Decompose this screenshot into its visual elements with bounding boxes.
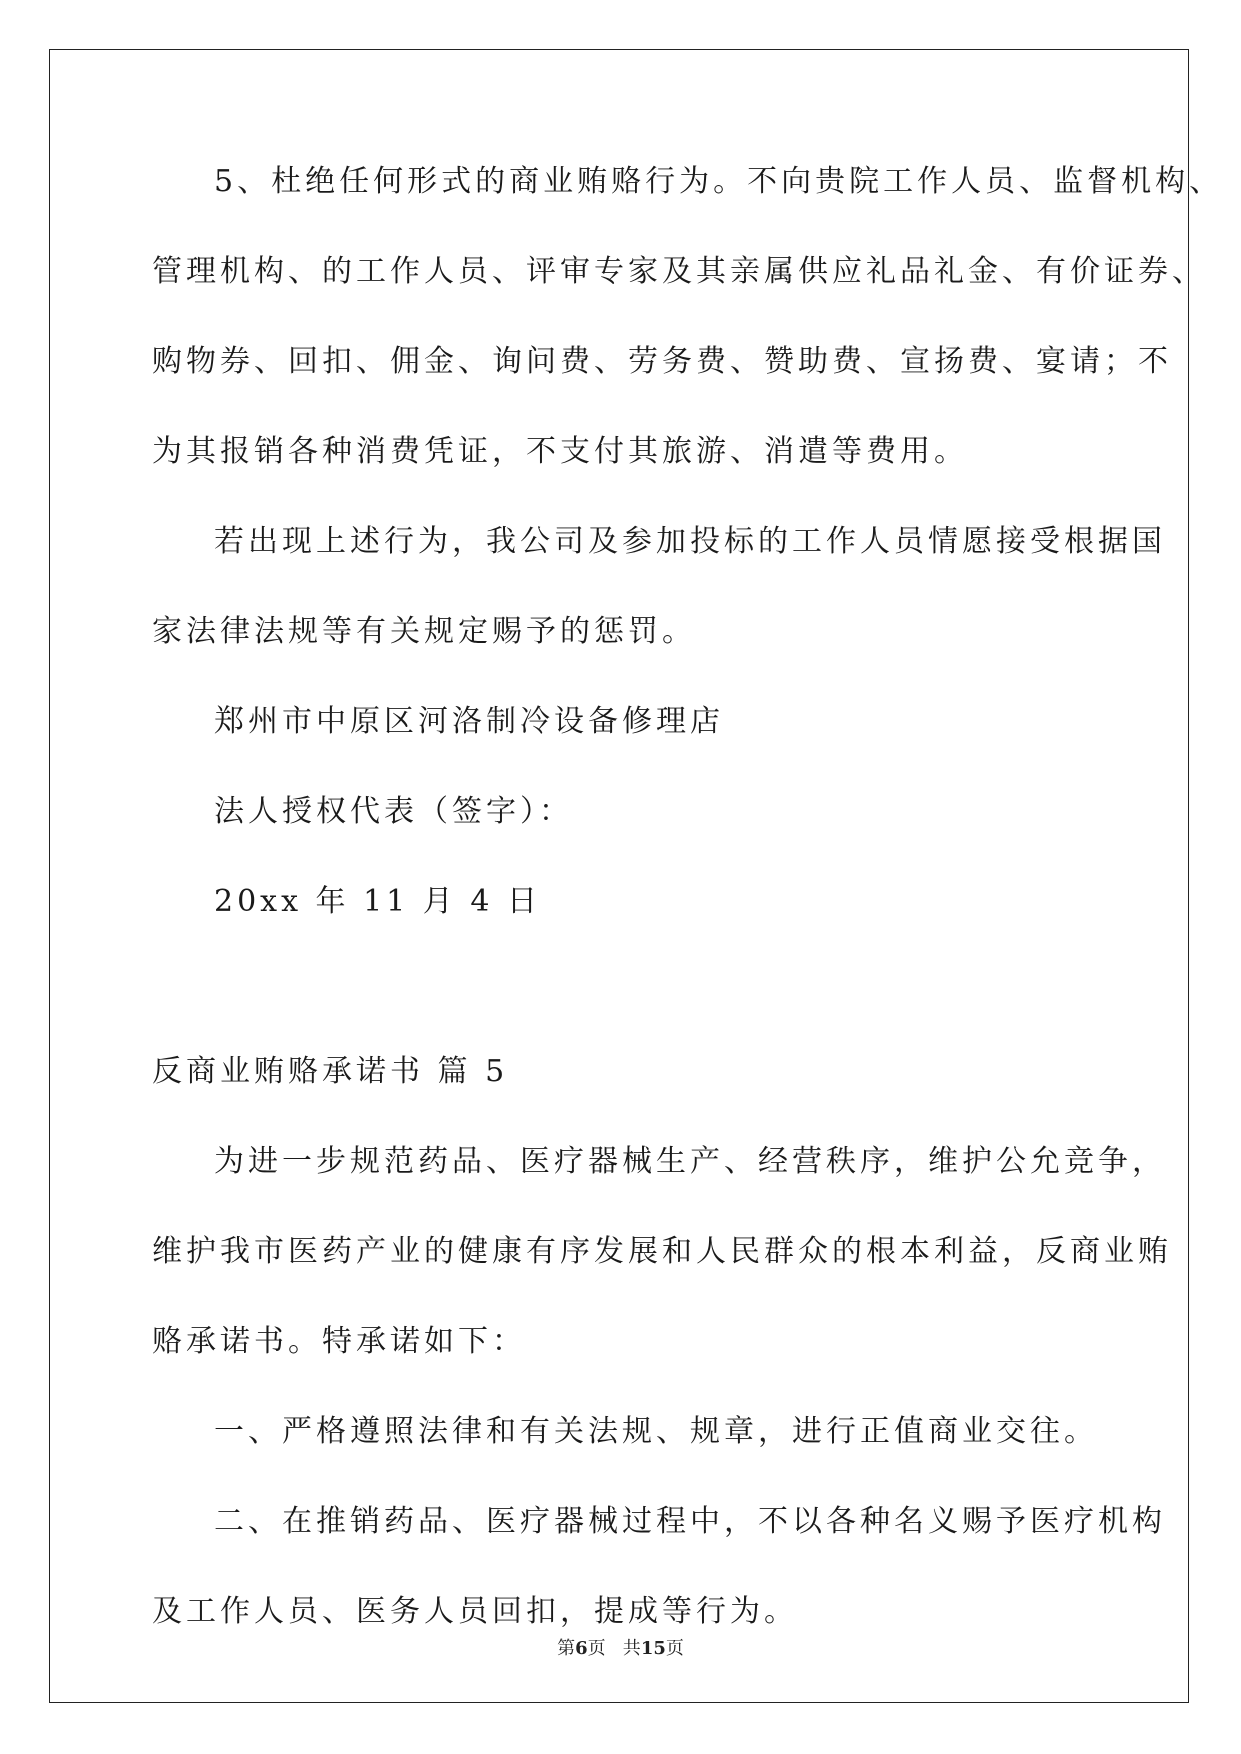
paragraph-line: 购物券、回扣、佣金、询问费、劳务费、赞助费、宣扬费、宴请；不 — [152, 344, 1172, 379]
paragraph-line: 一、严格遵照法律和有关法规、规章，进行正值商业交往。 — [214, 1414, 1098, 1449]
signature-label: 法人授权代表（签字）： — [214, 794, 573, 829]
footer-middle: 页 共 — [587, 1638, 641, 1659]
paragraph-line: 二、在推销药品、医疗器械过程中，不以各种名义赐予医疗机构 — [214, 1504, 1166, 1539]
paragraph-line: 维护我市医药产业的健康有序发展和人民群众的根本利益，反商业贿 — [152, 1234, 1172, 1269]
paragraph-line: 为其报销各种消费凭证，不支付其旅游、消遣等费用。 — [152, 434, 968, 469]
paragraph-line: 管理机构、的工作人员、评审专家及其亲属供应礼品礼金、有价证券、 — [152, 254, 1206, 289]
company-name: 郑州市中原区河洛制冷设备修理店 — [214, 704, 724, 739]
paragraph-line: 为进一步规范药品、医疗器械生产、经营秩序，维护公允竞争， — [214, 1144, 1166, 1179]
page-footer — [0, 1634, 1241, 1660]
date-line: 20xx 年 11 月 4 日 — [214, 884, 541, 919]
footer-suffix: 页 — [665, 1638, 684, 1659]
paragraph-line: 家法律法规等有关规定赐予的惩罚。 — [152, 614, 696, 649]
paragraph-line: 若出现上述行为，我公司及参加投标的工作人员情愿接受根据国 — [214, 524, 1166, 559]
section-heading: 反商业贿赂承诺书 篇 5 — [152, 1054, 509, 1089]
footer-prefix: 第 — [557, 1638, 576, 1659]
paragraph-line: 及工作人员、医务人员回扣，提成等行为。 — [152, 1594, 798, 1629]
current-page-number: 6 — [575, 1638, 588, 1659]
paragraph-line: 5、杜绝任何形式的商业贿赂行为。不向贵院工作人员、监督机构、 — [214, 164, 1224, 199]
paragraph-line: 赂承诺书。特承诺如下： — [152, 1324, 526, 1359]
total-page-number: 15 — [640, 1638, 666, 1659]
